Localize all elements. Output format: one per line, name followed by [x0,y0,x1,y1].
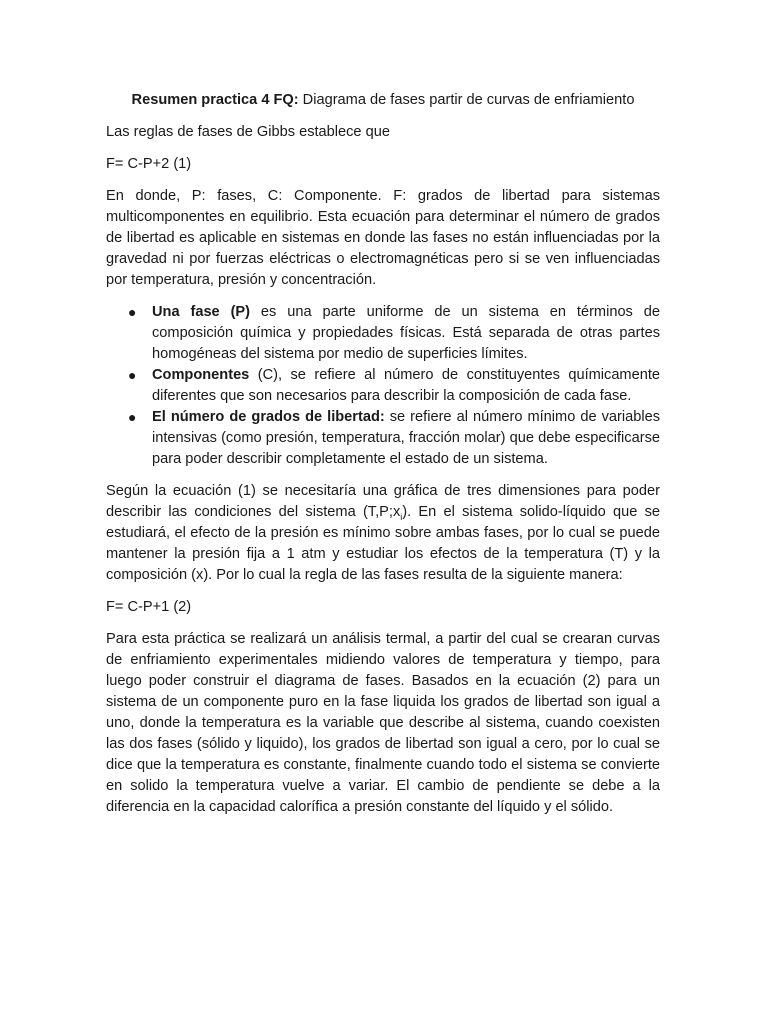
list-item-text: se refiere al número mínimo de variables intensivas (como presión, temperatura, fracción molar) que debe especificarse para poder describir completamente el estado de un sistema. [152,409,660,467]
paragraph-2-before: Según la ecuación (1) se necesitaría una gráfica de tres dimensiones para poder describir las condiciones del sistema (T,P;x [106,483,660,520]
document-body [106,90,660,829]
list-item-term: Una fase (P) [152,304,251,320]
list-item-term: El número de grados de libertad: [152,409,385,425]
paragraph-2 [106,481,660,586]
bullet-icon: ● [128,304,137,320]
paragraph-2-after: ). En el sistema solido-líquido que se estudiará, el efecto de la presión es mínimo sobre ambas fases, por lo cual se puede mantener la presión fija a 1 atm y estudiar los efectos de la temperatura (T) y la composición (x). Por lo cual la regla de las fases resulta de la siguiente manera: [106,504,660,583]
list-item-term: Componentes [152,367,250,383]
list-item-fase [128,302,660,365]
title-bold: Resumen practica 4 FQ: [131,92,299,108]
list-item-grados [128,407,660,470]
paragraph-3: Para esta práctica se realizará un análisis termal, a partir del cual se crearan curvas de enfriamiento experimentales midiendo valores de temperatura y tiempo, para luego poder construir el diagrama de fases. Basados en la ecuación (2) para un sistema de un componente puro en la fase liquida los grados de libertad son igual a uno, donde la temperatura es la variable que describe al sistema, cuando coexisten las dos fases (sólido y liquido), los grados de libertad son igual a cero, por lo cual se dice que la temperatura es constante, finalmente cuando todo el sistema se convierte en solido la temperatura vuelve a variar. El cambio de pendiente se debe a la diferencia en la capacidad calorífica a presión constante del líquido y el sólido. [106,631,660,815]
title-rest: Diagrama de fases partir de curvas de enfriamiento [298,92,635,108]
bullet-icon: ● [128,409,137,425]
formula-2: F= C-P+1 (2) [106,599,192,615]
list-item-text: es una parte uniforme de un sistema en términos de composición química y propiedades físicas. Está separada de otras partes homogéneas del sistema por medio de superficies límites. [152,304,660,362]
intro-paragraph: Las reglas de fases de Gibbs establece que [106,124,390,140]
subscript-i: i [400,511,403,522]
bullet-icon: ● [128,367,137,383]
paragraph-1: En donde, P: fases, C: Componente. F: grados de libertad para sistemas multicomponentes en equilibrio. Esta ecuación para determinar el número de grados de libertad es aplicable en sistemas en donde las fases no están influenciadas por la gravedad ni por fuerzas eléctricas o electromagnéticas pero si se ven influenciadas por temperatura, presión y concentración. [106,188,660,288]
definitions-list [106,302,660,470]
list-item-text: (C), se refiere al número de constituyentes químicamente diferentes que son necesarios para describir la composición de cada fase. [152,367,660,404]
document-title [106,90,660,111]
list-item-componentes [128,365,660,407]
formula-1: F= C-P+2 (1) [106,156,192,172]
